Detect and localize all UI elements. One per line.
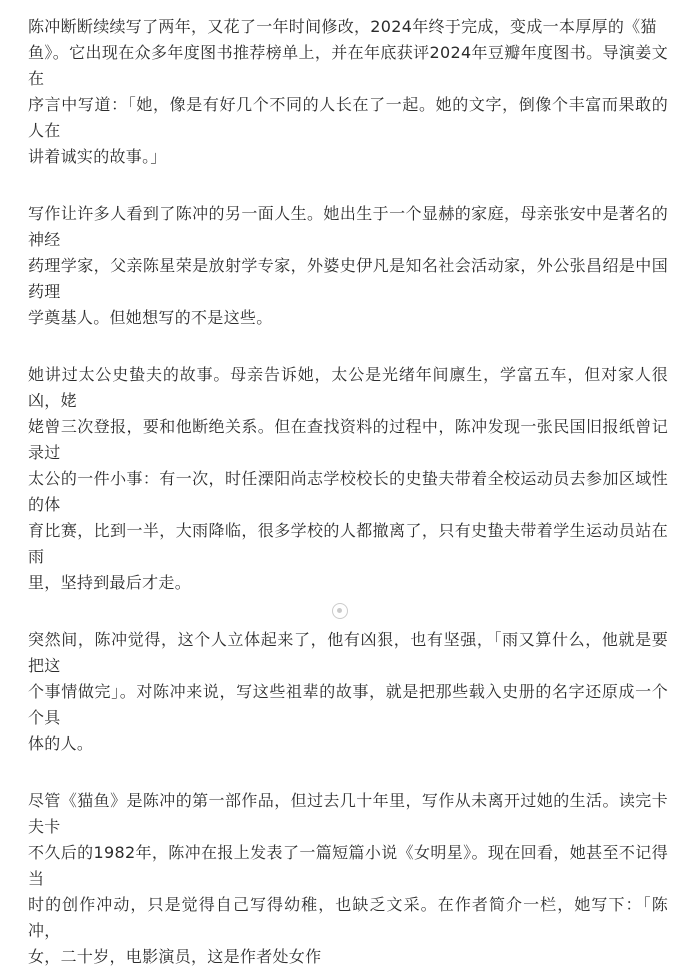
paragraph-great-grandfather-story: 她讲过太公史蛰夫的故事。母亲告诉她，太公是光绪年间廪生，学富五车，但对家人很凶，姥 姥曾三次登报，要和他断绝关系。但在查找资料的过程中，陈冲发现一张民国旧报纸曾记录过 太公的一件小事：有一次，时任溧阳尚志学校校长的史蛰夫带着全校运动员去参加区域性的体 育比赛，比到一半，大雨降临，很多学校的人都撤离了，只有史蛰夫带着学生运动员站在雨 里，坚持到最后才走。 bbox=[28, 365, 668, 592]
paragraph-first-work: 尽管《猫鱼》是陈冲的第一部作品，但过去几十年里，写作从未离开过她的生活。读完卡夫卡 不久后的1982年，陈冲在报上发表了一篇短篇小说《女明星》。现在回看，她甚至不记得当 时的创作冲动，只是觉得自己写得幼稚，也缺乏文采。在作者简介一栏，她写下：「陈冲， 女，二十岁，电影演员，这是作者处女作 bbox=[28, 791, 668, 966]
paragraph-family-background: 写作让许多人看到了陈冲的另一面人生。她出生于一个显赫的家庭，母亲张安中是著名的神经 药理学家，父亲陈星荣是放射学专家，外婆史伊凡是知名社会活动家，外公张昌绍是中国药理 学奠基人。但她想写的不是这些。 bbox=[28, 204, 668, 327]
article-body bbox=[28, 14, 668, 970]
paragraph-reflection: 突然间，陈冲觉得，这个人立体起来了，他有凶狠，也有坚强，「雨又算什么，他就是要把这 个事情做完」。对陈冲来说，写这些祖辈的故事，就是把那些载入史册的名字还原成一个个具 体的人。 bbox=[28, 630, 668, 753]
paragraph-book-completion: 陈冲断断续续写了两年，又花了一年时间修改，2024年终于完成，变成一本厚厚的《猫 鱼》。它出现在众多年度图书推荐榜单上，并在年底获评2024年豆瓣年度图书。导演姜文在 序言中写道：「她，像是有好几个不同的人长在了一起。她的文字，倒像个丰富而果敢的人在 讲着诚实的故事。」 bbox=[28, 17, 668, 166]
